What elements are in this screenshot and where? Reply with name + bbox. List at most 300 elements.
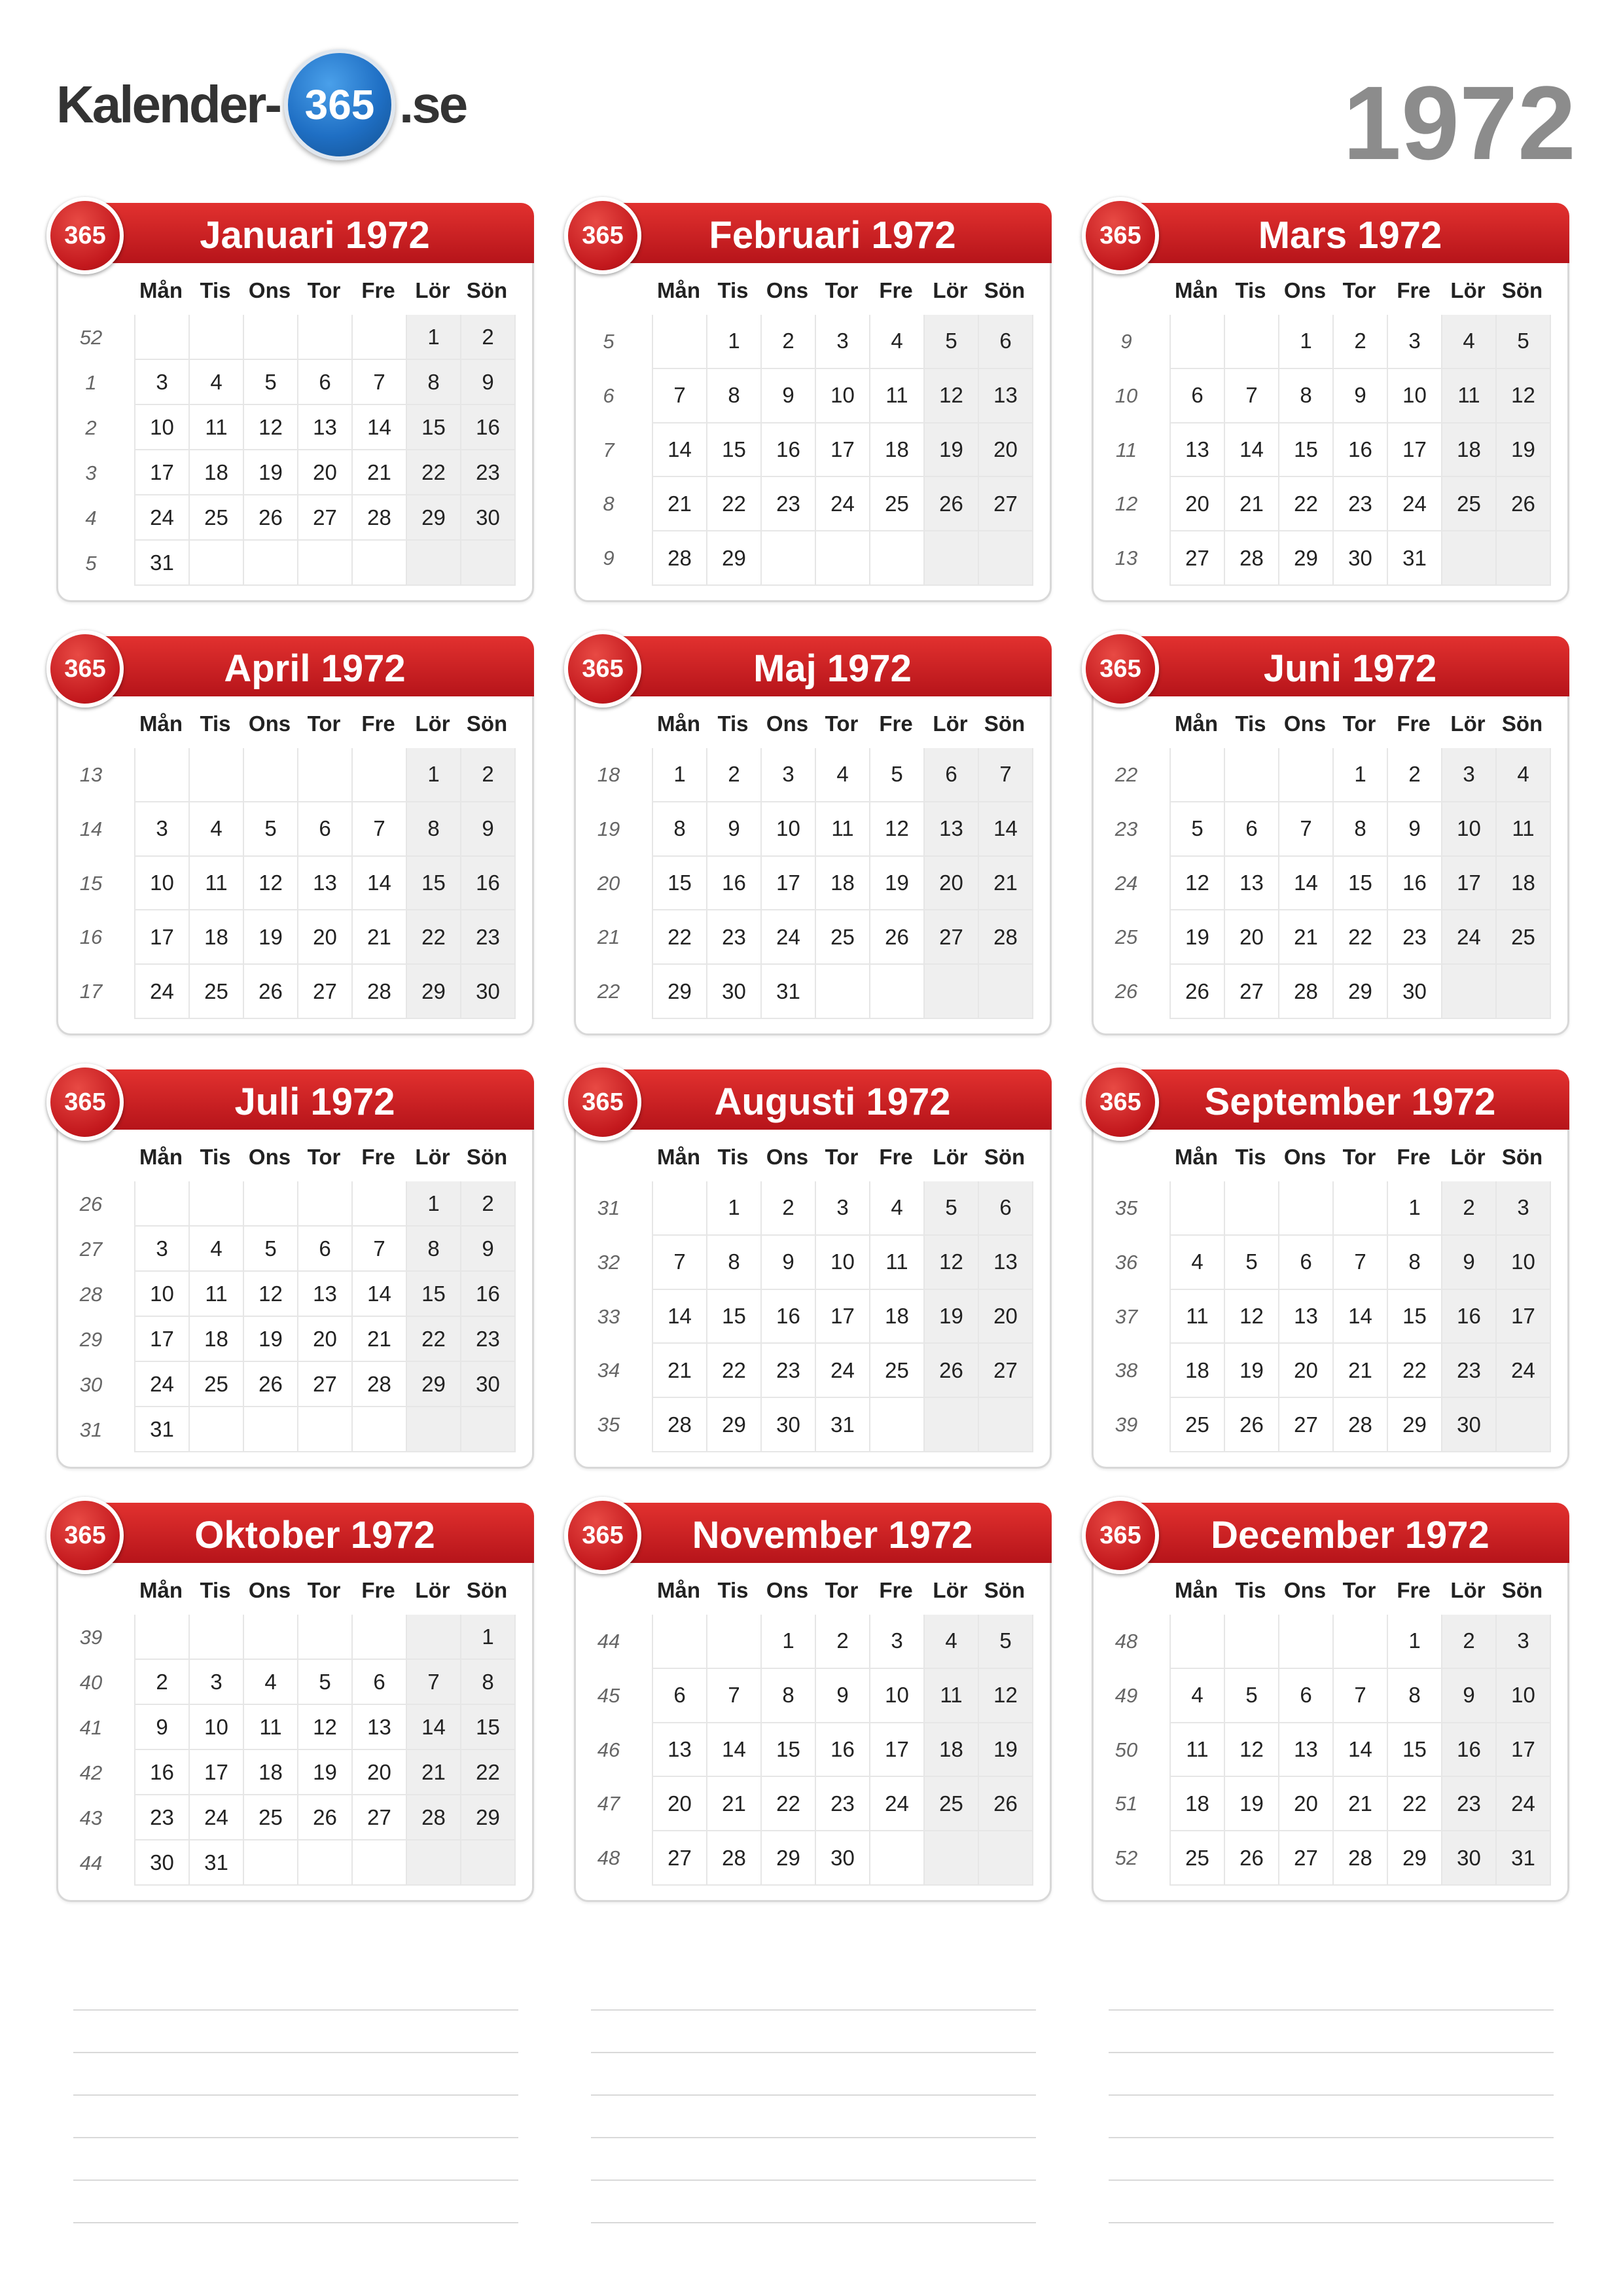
day-cell[interactable]: 13 <box>353 1705 407 1750</box>
day-cell[interactable]: 21 <box>707 1777 762 1831</box>
day-cell[interactable]: 17 <box>1497 1723 1551 1778</box>
day-cell[interactable]: 6 <box>1279 1669 1334 1723</box>
day-cell[interactable]: 20 <box>298 1317 353 1362</box>
day-cell[interactable]: 7 <box>979 748 1033 802</box>
day-cell[interactable]: 18 <box>1442 423 1497 478</box>
day-cell[interactable]: 26 <box>979 1777 1033 1831</box>
day-cell[interactable]: 2 <box>1442 1181 1497 1236</box>
day-cell[interactable]: 11 <box>1442 369 1497 423</box>
day-cell[interactable]: 28 <box>1225 531 1279 586</box>
day-cell[interactable]: 25 <box>870 477 925 531</box>
day-cell[interactable]: 8 <box>707 369 762 423</box>
day-cell[interactable]: 6 <box>1225 802 1279 857</box>
day-cell[interactable]: 27 <box>1225 965 1279 1019</box>
day-cell[interactable]: 10 <box>1388 369 1442 423</box>
day-cell[interactable]: 10 <box>870 1669 925 1723</box>
day-cell[interactable]: 30 <box>1388 965 1442 1019</box>
day-cell[interactable]: 23 <box>707 910 762 965</box>
day-cell[interactable]: 13 <box>298 405 353 450</box>
day-cell[interactable]: 16 <box>461 405 516 450</box>
day-cell[interactable]: 19 <box>244 910 298 965</box>
day-cell[interactable]: 2 <box>762 315 816 369</box>
day-cell[interactable]: 3 <box>1497 1615 1551 1669</box>
day-cell[interactable]: 29 <box>653 965 707 1019</box>
day-cell[interactable]: 29 <box>461 1795 516 1840</box>
day-cell[interactable]: 1 <box>1279 315 1334 369</box>
day-cell[interactable]: 31 <box>1497 1831 1551 1886</box>
day-cell[interactable]: 3 <box>1497 1181 1551 1236</box>
day-cell[interactable]: 18 <box>244 1750 298 1795</box>
day-cell[interactable]: 15 <box>707 423 762 478</box>
day-cell[interactable]: 3 <box>1388 315 1442 369</box>
day-cell[interactable]: 28 <box>353 495 407 541</box>
day-cell[interactable]: 12 <box>925 369 979 423</box>
day-cell[interactable]: 5 <box>979 1615 1033 1669</box>
day-cell[interactable]: 20 <box>925 857 979 911</box>
day-cell[interactable]: 5 <box>870 748 925 802</box>
day-cell[interactable]: 14 <box>353 1272 407 1317</box>
day-cell[interactable]: 14 <box>653 1290 707 1344</box>
day-cell[interactable]: 26 <box>925 477 979 531</box>
day-cell[interactable]: 21 <box>1334 1344 1388 1398</box>
day-cell[interactable]: 16 <box>1442 1723 1497 1778</box>
day-cell[interactable]: 25 <box>1171 1398 1225 1452</box>
day-cell[interactable]: 12 <box>1171 857 1225 911</box>
day-cell[interactable]: 21 <box>653 1344 707 1398</box>
day-cell[interactable]: 14 <box>1225 423 1279 478</box>
day-cell[interactable]: 15 <box>1279 423 1334 478</box>
day-cell[interactable]: 19 <box>925 1290 979 1344</box>
day-cell[interactable]: 4 <box>1171 1669 1225 1723</box>
day-cell[interactable]: 10 <box>135 857 190 911</box>
day-cell[interactable]: 10 <box>135 1272 190 1317</box>
day-cell[interactable]: 27 <box>925 910 979 965</box>
day-cell[interactable]: 4 <box>816 748 870 802</box>
day-cell[interactable]: 5 <box>1497 315 1551 369</box>
day-cell[interactable]: 12 <box>244 1272 298 1317</box>
day-cell[interactable]: 19 <box>1225 1777 1279 1831</box>
day-cell[interactable]: 27 <box>298 965 353 1019</box>
day-cell[interactable]: 29 <box>1388 1398 1442 1452</box>
day-cell[interactable]: 31 <box>816 1398 870 1452</box>
day-cell[interactable]: 14 <box>353 857 407 911</box>
day-cell[interactable]: 19 <box>1497 423 1551 478</box>
day-cell[interactable]: 18 <box>190 450 244 495</box>
day-cell[interactable]: 4 <box>190 360 244 405</box>
day-cell[interactable]: 21 <box>979 857 1033 911</box>
day-cell[interactable]: 2 <box>762 1181 816 1236</box>
day-cell[interactable]: 23 <box>461 910 516 965</box>
day-cell[interactable]: 6 <box>298 802 353 857</box>
day-cell[interactable]: 20 <box>1279 1777 1334 1831</box>
day-cell[interactable]: 27 <box>653 1831 707 1886</box>
day-cell[interactable]: 19 <box>979 1723 1033 1778</box>
day-cell[interactable]: 23 <box>1388 910 1442 965</box>
day-cell[interactable]: 1 <box>407 1181 461 1227</box>
day-cell[interactable]: 22 <box>461 1750 516 1795</box>
day-cell[interactable]: 30 <box>461 965 516 1019</box>
day-cell[interactable]: 8 <box>407 1227 461 1272</box>
day-cell[interactable]: 24 <box>1497 1777 1551 1831</box>
day-cell[interactable]: 11 <box>870 1236 925 1290</box>
day-cell[interactable]: 18 <box>870 1290 925 1344</box>
day-cell[interactable]: 10 <box>1497 1236 1551 1290</box>
day-cell[interactable]: 30 <box>762 1398 816 1452</box>
day-cell[interactable]: 20 <box>353 1750 407 1795</box>
day-cell[interactable]: 25 <box>190 965 244 1019</box>
day-cell[interactable]: 12 <box>1497 369 1551 423</box>
day-cell[interactable]: 20 <box>1225 910 1279 965</box>
day-cell[interactable]: 29 <box>1334 965 1388 1019</box>
day-cell[interactable]: 9 <box>1442 1236 1497 1290</box>
day-cell[interactable]: 28 <box>1334 1398 1388 1452</box>
day-cell[interactable]: 10 <box>762 802 816 857</box>
day-cell[interactable]: 8 <box>1388 1669 1442 1723</box>
day-cell[interactable]: 7 <box>1334 1236 1388 1290</box>
day-cell[interactable]: 4 <box>925 1615 979 1669</box>
day-cell[interactable]: 2 <box>461 748 516 802</box>
day-cell[interactable]: 26 <box>870 910 925 965</box>
day-cell[interactable]: 27 <box>353 1795 407 1840</box>
day-cell[interactable]: 11 <box>1497 802 1551 857</box>
day-cell[interactable]: 10 <box>816 369 870 423</box>
day-cell[interactable]: 31 <box>135 541 190 586</box>
day-cell[interactable]: 17 <box>135 1317 190 1362</box>
day-cell[interactable]: 18 <box>925 1723 979 1778</box>
day-cell[interactable]: 6 <box>1279 1236 1334 1290</box>
day-cell[interactable]: 27 <box>1279 1398 1334 1452</box>
day-cell[interactable]: 17 <box>762 857 816 911</box>
day-cell[interactable]: 31 <box>1388 531 1442 586</box>
day-cell[interactable]: 4 <box>190 802 244 857</box>
day-cell[interactable]: 23 <box>762 477 816 531</box>
day-cell[interactable]: 10 <box>1442 802 1497 857</box>
day-cell[interactable]: 23 <box>762 1344 816 1398</box>
day-cell[interactable]: 7 <box>707 1669 762 1723</box>
day-cell[interactable]: 19 <box>1171 910 1225 965</box>
day-cell[interactable]: 16 <box>1442 1290 1497 1344</box>
day-cell[interactable]: 3 <box>870 1615 925 1669</box>
day-cell[interactable]: 23 <box>1442 1344 1497 1398</box>
day-cell[interactable]: 4 <box>1442 315 1497 369</box>
day-cell[interactable]: 24 <box>190 1795 244 1840</box>
day-cell[interactable]: 11 <box>190 857 244 911</box>
day-cell[interactable]: 19 <box>925 423 979 478</box>
day-cell[interactable]: 12 <box>244 857 298 911</box>
day-cell[interactable]: 21 <box>353 910 407 965</box>
day-cell[interactable]: 2 <box>816 1615 870 1669</box>
day-cell[interactable]: 8 <box>407 802 461 857</box>
day-cell[interactable]: 23 <box>461 1317 516 1362</box>
day-cell[interactable]: 6 <box>925 748 979 802</box>
day-cell[interactable]: 17 <box>190 1750 244 1795</box>
day-cell[interactable]: 16 <box>762 1290 816 1344</box>
day-cell[interactable]: 30 <box>1334 531 1388 586</box>
day-cell[interactable]: 17 <box>816 1290 870 1344</box>
day-cell[interactable]: 14 <box>1334 1290 1388 1344</box>
day-cell[interactable]: 26 <box>1497 477 1551 531</box>
day-cell[interactable]: 22 <box>1334 910 1388 965</box>
day-cell[interactable]: 28 <box>653 531 707 586</box>
day-cell[interactable]: 3 <box>190 1660 244 1705</box>
day-cell[interactable]: 29 <box>1388 1831 1442 1886</box>
day-cell[interactable]: 30 <box>461 1362 516 1407</box>
day-cell[interactable]: 31 <box>135 1407 190 1452</box>
day-cell[interactable]: 12 <box>1225 1290 1279 1344</box>
day-cell[interactable]: 1 <box>1334 748 1388 802</box>
day-cell[interactable]: 6 <box>298 1227 353 1272</box>
day-cell[interactable]: 2 <box>1334 315 1388 369</box>
day-cell[interactable]: 20 <box>1279 1344 1334 1398</box>
day-cell[interactable]: 3 <box>762 748 816 802</box>
day-cell[interactable]: 15 <box>461 1705 516 1750</box>
day-cell[interactable]: 9 <box>1334 369 1388 423</box>
day-cell[interactable]: 22 <box>762 1777 816 1831</box>
day-cell[interactable]: 2 <box>461 1181 516 1227</box>
day-cell[interactable]: 16 <box>461 1272 516 1317</box>
day-cell[interactable]: 24 <box>816 477 870 531</box>
day-cell[interactable]: 6 <box>1171 369 1225 423</box>
day-cell[interactable]: 19 <box>870 857 925 911</box>
day-cell[interactable]: 27 <box>1171 531 1225 586</box>
day-cell[interactable]: 12 <box>979 1669 1033 1723</box>
day-cell[interactable]: 14 <box>407 1705 461 1750</box>
day-cell[interactable]: 18 <box>190 1317 244 1362</box>
day-cell[interactable]: 1 <box>762 1615 816 1669</box>
day-cell[interactable]: 7 <box>1279 802 1334 857</box>
day-cell[interactable]: 25 <box>925 1777 979 1831</box>
day-cell[interactable]: 11 <box>244 1705 298 1750</box>
day-cell[interactable]: 6 <box>653 1669 707 1723</box>
day-cell[interactable]: 26 <box>925 1344 979 1398</box>
day-cell[interactable]: 15 <box>407 405 461 450</box>
day-cell[interactable]: 26 <box>1225 1398 1279 1452</box>
day-cell[interactable]: 20 <box>653 1777 707 1831</box>
day-cell[interactable]: 25 <box>190 495 244 541</box>
day-cell[interactable]: 22 <box>1279 477 1334 531</box>
day-cell[interactable]: 24 <box>762 910 816 965</box>
day-cell[interactable]: 5 <box>244 360 298 405</box>
day-cell[interactable]: 9 <box>1388 802 1442 857</box>
day-cell[interactable]: 9 <box>461 802 516 857</box>
day-cell[interactable]: 3 <box>1442 748 1497 802</box>
day-cell[interactable]: 8 <box>762 1669 816 1723</box>
day-cell[interactable]: 26 <box>244 1362 298 1407</box>
day-cell[interactable]: 31 <box>762 965 816 1019</box>
day-cell[interactable]: 13 <box>298 1272 353 1317</box>
day-cell[interactable]: 5 <box>925 1181 979 1236</box>
day-cell[interactable]: 14 <box>979 802 1033 857</box>
day-cell[interactable]: 25 <box>870 1344 925 1398</box>
day-cell[interactable]: 2 <box>707 748 762 802</box>
day-cell[interactable]: 10 <box>135 405 190 450</box>
day-cell[interactable]: 4 <box>870 315 925 369</box>
day-cell[interactable]: 17 <box>1442 857 1497 911</box>
day-cell[interactable]: 17 <box>1388 423 1442 478</box>
day-cell[interactable]: 9 <box>461 1227 516 1272</box>
day-cell[interactable]: 3 <box>816 315 870 369</box>
day-cell[interactable]: 29 <box>762 1831 816 1886</box>
day-cell[interactable]: 21 <box>1279 910 1334 965</box>
day-cell[interactable]: 26 <box>298 1795 353 1840</box>
day-cell[interactable]: 11 <box>925 1669 979 1723</box>
day-cell[interactable]: 9 <box>461 360 516 405</box>
day-cell[interactable]: 24 <box>870 1777 925 1831</box>
day-cell[interactable]: 27 <box>298 495 353 541</box>
day-cell[interactable]: 5 <box>1225 1236 1279 1290</box>
day-cell[interactable]: 13 <box>1225 857 1279 911</box>
day-cell[interactable]: 26 <box>244 965 298 1019</box>
day-cell[interactable]: 5 <box>244 802 298 857</box>
day-cell[interactable]: 16 <box>707 857 762 911</box>
day-cell[interactable]: 17 <box>135 450 190 495</box>
day-cell[interactable]: 7 <box>353 360 407 405</box>
day-cell[interactable]: 22 <box>707 477 762 531</box>
day-cell[interactable]: 20 <box>298 910 353 965</box>
day-cell[interactable]: 1 <box>707 315 762 369</box>
day-cell[interactable]: 8 <box>1334 802 1388 857</box>
day-cell[interactable]: 18 <box>190 910 244 965</box>
day-cell[interactable]: 12 <box>298 1705 353 1750</box>
day-cell[interactable]: 23 <box>461 450 516 495</box>
day-cell[interactable]: 7 <box>653 369 707 423</box>
day-cell[interactable]: 19 <box>244 450 298 495</box>
day-cell[interactable]: 17 <box>135 910 190 965</box>
day-cell[interactable]: 12 <box>1225 1723 1279 1778</box>
day-cell[interactable]: 15 <box>407 857 461 911</box>
day-cell[interactable]: 29 <box>407 1362 461 1407</box>
day-cell[interactable]: 18 <box>1171 1777 1225 1831</box>
day-cell[interactable]: 7 <box>1225 369 1279 423</box>
day-cell[interactable]: 7 <box>653 1236 707 1290</box>
day-cell[interactable]: 21 <box>1334 1777 1388 1831</box>
day-cell[interactable]: 13 <box>979 1236 1033 1290</box>
day-cell[interactable]: 11 <box>1171 1723 1225 1778</box>
day-cell[interactable]: 16 <box>461 857 516 911</box>
site-logo[interactable] <box>56 46 466 164</box>
day-cell[interactable]: 20 <box>979 423 1033 478</box>
day-cell[interactable]: 25 <box>1442 477 1497 531</box>
day-cell[interactable]: 12 <box>244 405 298 450</box>
day-cell[interactable]: 14 <box>1279 857 1334 911</box>
day-cell[interactable]: 15 <box>1388 1290 1442 1344</box>
day-cell[interactable]: 30 <box>461 495 516 541</box>
day-cell[interactable]: 10 <box>816 1236 870 1290</box>
day-cell[interactable]: 13 <box>298 857 353 911</box>
day-cell[interactable]: 28 <box>1334 1831 1388 1886</box>
day-cell[interactable]: 13 <box>1171 423 1225 478</box>
day-cell[interactable]: 8 <box>407 360 461 405</box>
day-cell[interactable]: 14 <box>707 1723 762 1778</box>
day-cell[interactable]: 18 <box>1497 857 1551 911</box>
day-cell[interactable]: 11 <box>190 1272 244 1317</box>
day-cell[interactable]: 15 <box>1388 1723 1442 1778</box>
day-cell[interactable]: 16 <box>135 1750 190 1795</box>
day-cell[interactable]: 5 <box>925 315 979 369</box>
day-cell[interactable]: 3 <box>135 802 190 857</box>
day-cell[interactable]: 2 <box>135 1660 190 1705</box>
day-cell[interactable]: 21 <box>653 477 707 531</box>
day-cell[interactable]: 22 <box>407 1317 461 1362</box>
day-cell[interactable]: 1 <box>653 748 707 802</box>
day-cell[interactable]: 2 <box>1442 1615 1497 1669</box>
day-cell[interactable]: 8 <box>707 1236 762 1290</box>
day-cell[interactable]: 4 <box>244 1660 298 1705</box>
day-cell[interactable]: 9 <box>135 1705 190 1750</box>
day-cell[interactable]: 29 <box>707 1398 762 1452</box>
day-cell[interactable]: 29 <box>1279 531 1334 586</box>
day-cell[interactable]: 6 <box>298 360 353 405</box>
day-cell[interactable]: 13 <box>1279 1290 1334 1344</box>
day-cell[interactable]: 23 <box>1442 1777 1497 1831</box>
day-cell[interactable]: 3 <box>816 1181 870 1236</box>
day-cell[interactable]: 21 <box>353 450 407 495</box>
day-cell[interactable]: 19 <box>244 1317 298 1362</box>
day-cell[interactable]: 14 <box>1334 1723 1388 1778</box>
day-cell[interactable]: 22 <box>1388 1344 1442 1398</box>
day-cell[interactable]: 19 <box>1225 1344 1279 1398</box>
day-cell[interactable]: 12 <box>925 1236 979 1290</box>
day-cell[interactable]: 12 <box>870 802 925 857</box>
day-cell[interactable]: 29 <box>407 965 461 1019</box>
day-cell[interactable]: 8 <box>1279 369 1334 423</box>
day-cell[interactable]: 16 <box>762 423 816 478</box>
day-cell[interactable]: 11 <box>870 369 925 423</box>
day-cell[interactable]: 27 <box>979 1344 1033 1398</box>
day-cell[interactable]: 17 <box>870 1723 925 1778</box>
day-cell[interactable]: 26 <box>1225 1831 1279 1886</box>
day-cell[interactable]: 11 <box>190 405 244 450</box>
day-cell[interactable]: 19 <box>298 1750 353 1795</box>
day-cell[interactable]: 9 <box>762 369 816 423</box>
day-cell[interactable]: 30 <box>1442 1398 1497 1452</box>
day-cell[interactable]: 1 <box>1388 1615 1442 1669</box>
day-cell[interactable]: 24 <box>1388 477 1442 531</box>
day-cell[interactable]: 26 <box>244 495 298 541</box>
day-cell[interactable]: 16 <box>816 1723 870 1778</box>
day-cell[interactable]: 27 <box>979 477 1033 531</box>
day-cell[interactable]: 14 <box>353 405 407 450</box>
day-cell[interactable]: 15 <box>762 1723 816 1778</box>
day-cell[interactable]: 5 <box>1225 1669 1279 1723</box>
day-cell[interactable]: 7 <box>353 802 407 857</box>
day-cell[interactable]: 24 <box>135 495 190 541</box>
day-cell[interactable]: 1 <box>407 315 461 360</box>
day-cell[interactable]: 7 <box>1334 1669 1388 1723</box>
day-cell[interactable]: 5 <box>244 1227 298 1272</box>
day-cell[interactable]: 1 <box>407 748 461 802</box>
day-cell[interactable]: 16 <box>1388 857 1442 911</box>
day-cell[interactable]: 15 <box>653 857 707 911</box>
day-cell[interactable]: 29 <box>707 531 762 586</box>
day-cell[interactable]: 22 <box>407 450 461 495</box>
day-cell[interactable]: 21 <box>353 1317 407 1362</box>
day-cell[interactable]: 16 <box>1334 423 1388 478</box>
day-cell[interactable]: 15 <box>407 1272 461 1317</box>
day-cell[interactable]: 6 <box>353 1660 407 1705</box>
day-cell[interactable]: 17 <box>816 423 870 478</box>
day-cell[interactable]: 25 <box>816 910 870 965</box>
day-cell[interactable]: 2 <box>1388 748 1442 802</box>
day-cell[interactable]: 21 <box>1225 477 1279 531</box>
day-cell[interactable]: 4 <box>1497 748 1551 802</box>
day-cell[interactable]: 10 <box>1497 1669 1551 1723</box>
day-cell[interactable]: 24 <box>1497 1344 1551 1398</box>
day-cell[interactable]: 20 <box>1171 477 1225 531</box>
day-cell[interactable]: 22 <box>407 910 461 965</box>
day-cell[interactable]: 13 <box>653 1723 707 1778</box>
day-cell[interactable]: 20 <box>298 450 353 495</box>
